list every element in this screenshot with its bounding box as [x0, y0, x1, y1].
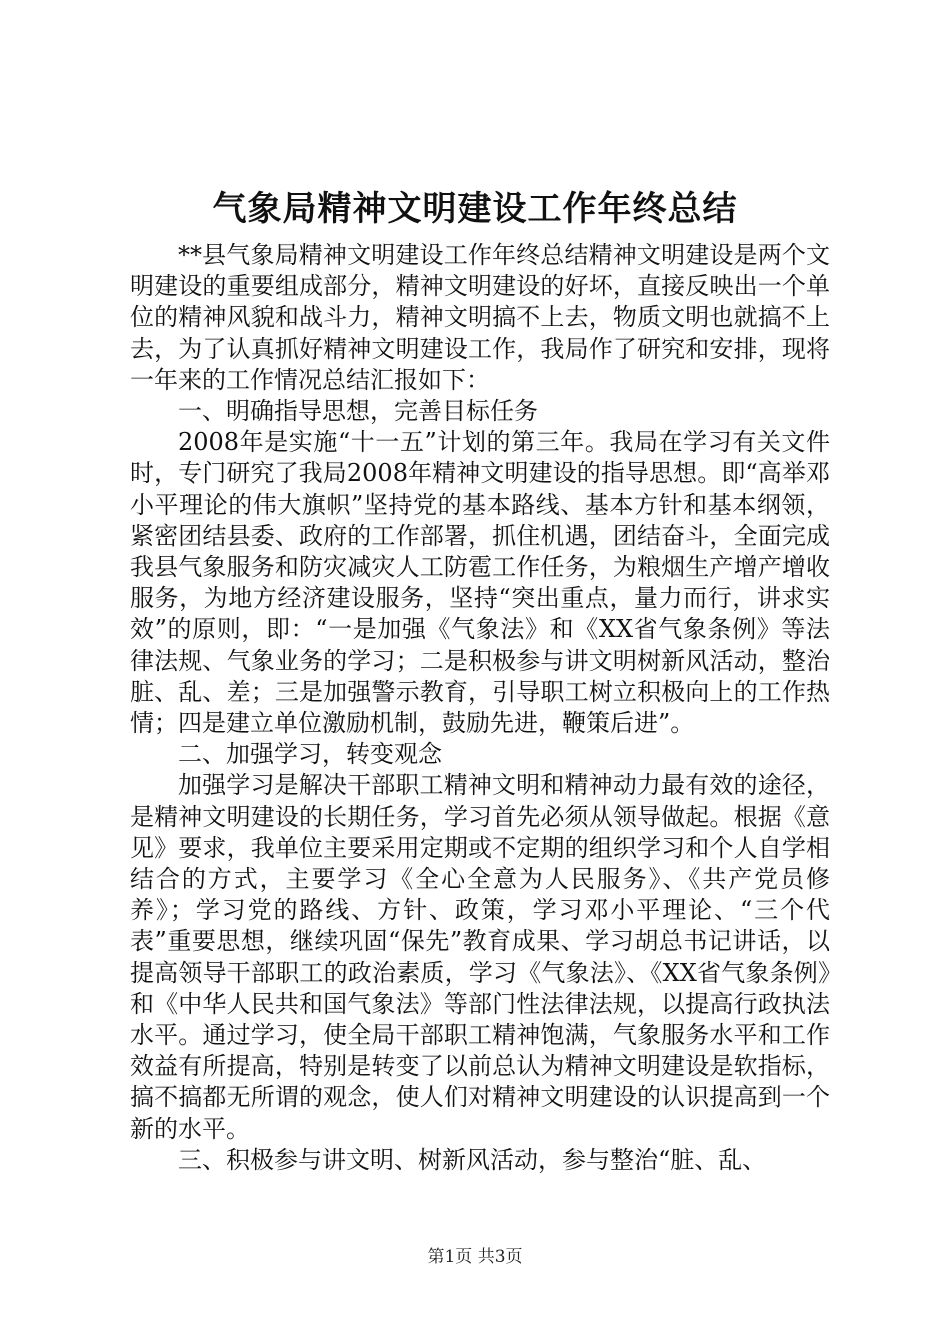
paragraph-section-3-start: 三、积极参与讲文明、树新风活动，参与整治“脏、乱、	[178, 1145, 767, 1174]
page-footer: 第1页 共3页	[427, 1247, 523, 1267]
paragraph-section-2: 加强学习是解决干部职工精神文明和精神动力最有效的途径，是精神文明建设的长期任务，学习首先必须从领导做起。根据《意见》要求，我单位主要采用定期或不定期的组织学习和个人自学相结合的方式，主要学习《全心全意为人民服务》、《共产党员修养》；学习党的路线、方针、政策，学习邓小平理论、“三个代表”重要思想，继续巩固“保先”教育成果、学习胡总书记讲话，以提高领导干部职工的政治素质，学习《气象法》、《XX省气象条例》和《中华人民共和国气象法》等部门性法律法规，以提高行政执法水平。通过学习，使全局干部职工精神饱满，气象服务水平和工作效益有所提高，特别是转变了以前总认为精神文明建设是软指标，搞不搞都无所谓的观念，使人们对精神文明建设的认识提高到一个新的水平。	[130, 771, 830, 1143]
paragraph-section-1: 2008年是实施“十一五”计划的第三年。我局在学习有关文件时，专门研究了我局2008年精神文明建设的指导思想。即“高举邓小平理论的伟大旗帜”坚持党的基本路线、基本方针和基本纲领，紧密团结县委、政府的工作部署，抓住机遇，团结奋斗，全面完成我县气象服务和防灾减灾人工防雹工作任务，为粮烟生产增产增收服务，为地方经济建设服务，坚持“突出重点，量力而行，讲求实效”的原则，即：“一是加强《气象法》和《XX省气象条例》等法律法规、气象业务的学习；二是积极参与讲文明树新风活动，整治脏、乱、差；三是加强警示教育，引导职工树立积极向上的工作热情；四是建立单位激励机制，鼓励先进，鞭策后进”。	[130, 428, 830, 738]
paragraph-intro: **县气象局精神文明建设工作年终总结精神文明建设是两个文明建设的重要组成部分，精神文明建设的好坏，直接反映出一个单位的精神风貌和战斗力，精神文明搞不上去，物质文明也就搞不上去，为了认真抓好精神文明建设工作，我局作了研究和安排，现将一年来的工作情况总结汇报如下：	[130, 241, 830, 394]
document-body	[130, 240, 830, 1176]
page-title: 气象局精神文明建设工作年终总结	[212, 189, 738, 229]
section-heading-1: 一、明确指导思想，完善目标任务	[178, 397, 538, 426]
section-heading-2: 二、加强学习，转变观念	[178, 740, 442, 769]
